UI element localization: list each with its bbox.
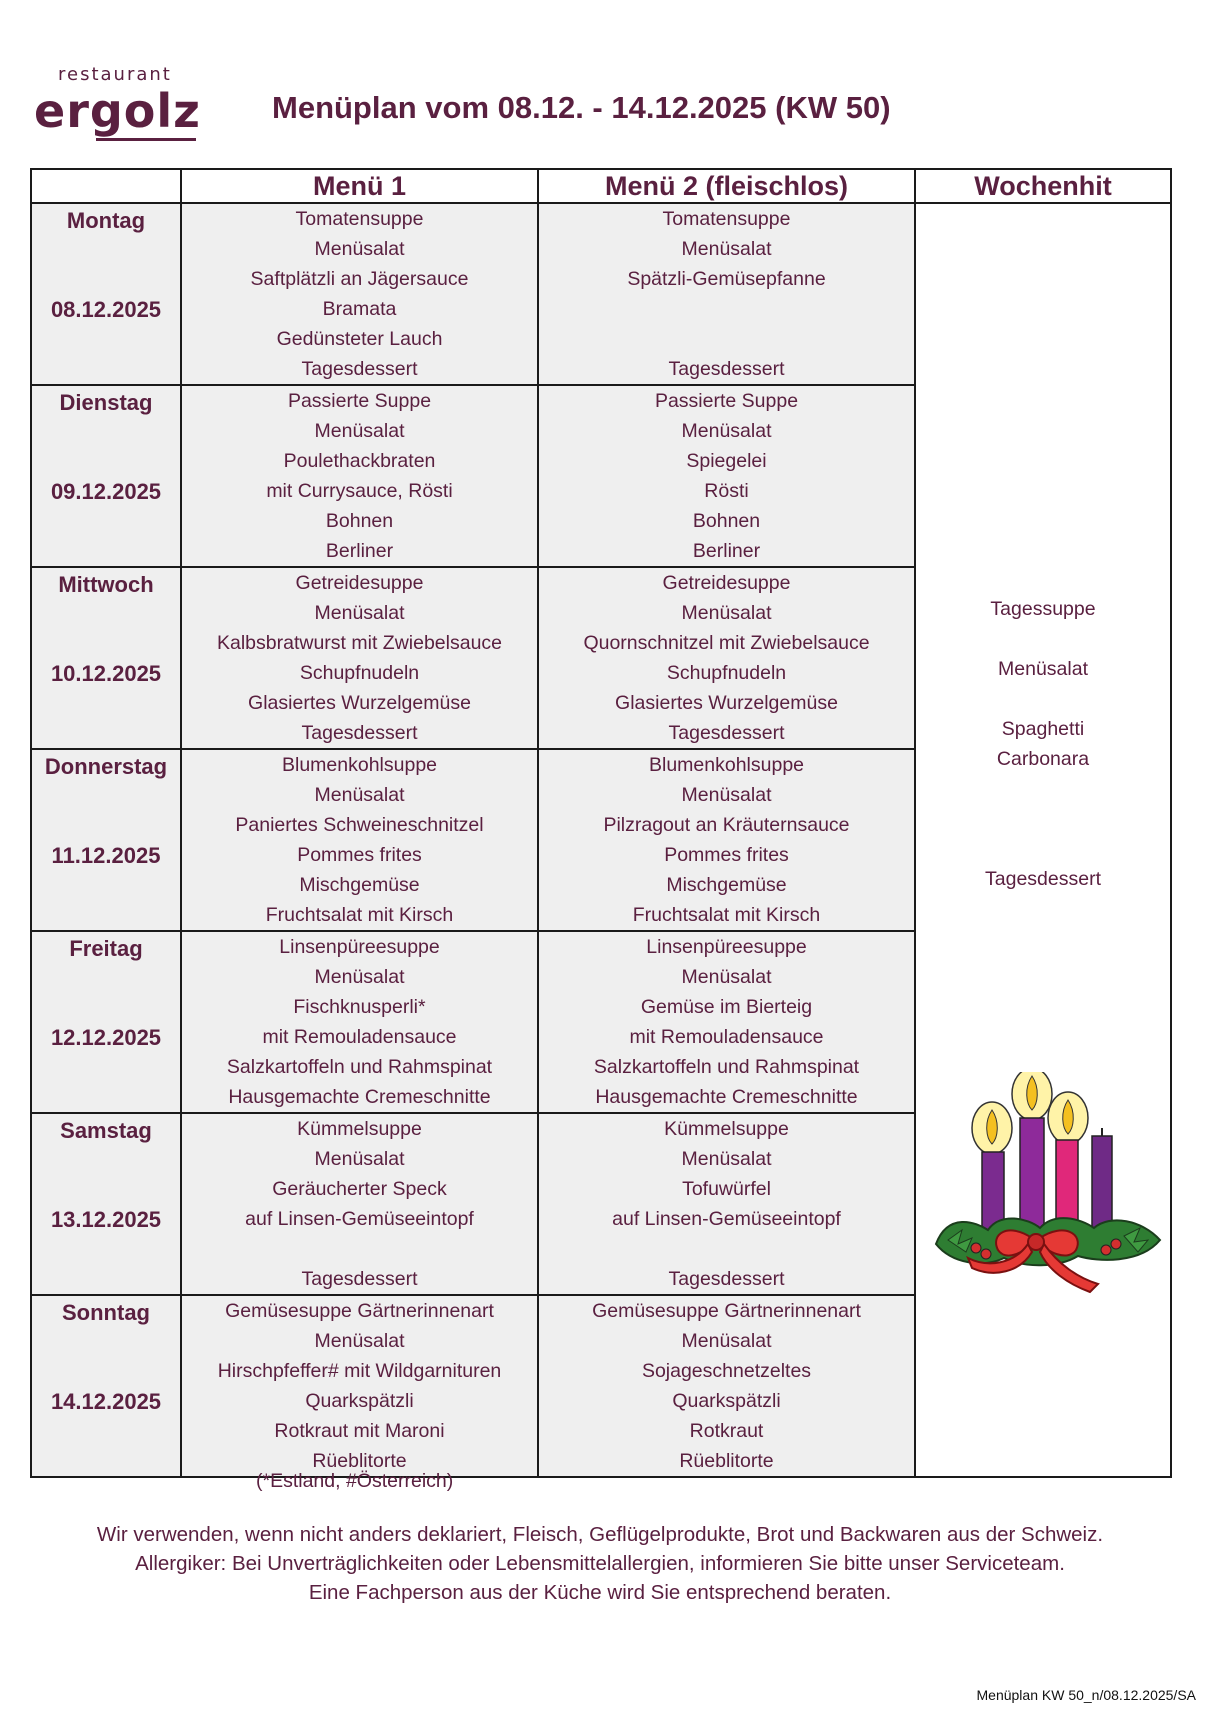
menu2-item: Tofuwürfel	[682, 1178, 771, 1200]
menu1-item: Poulethackbraten	[283, 450, 436, 472]
menu1-item: Hirschpfeffer# mit Wildgarnituren	[217, 1360, 502, 1382]
menu2-item: mit Remouladensauce	[629, 1026, 824, 1048]
restaurant-logo	[34, 62, 204, 152]
wochenhit-main-line2: Carbonara	[996, 748, 1090, 770]
menu1-cell	[181, 749, 538, 931]
day-name: Montag	[66, 208, 146, 233]
menu1-item: Salzkartoffeln und Rahmspinat	[226, 1056, 493, 1078]
menu1-cell	[181, 385, 538, 567]
header-wochenhit: Wochenhit	[915, 169, 1171, 203]
menu2-item: Kümmelsuppe	[664, 1118, 789, 1140]
menu1-item	[182, 1234, 537, 1264]
menu1-item: Fruchtsalat mit Kirsch	[265, 904, 454, 926]
wochenhit-soup: Tagessuppe	[990, 598, 1096, 620]
menu1-item: Berliner	[325, 540, 394, 562]
menu1-item: Menüsalat	[314, 1148, 405, 1170]
menu2-cell	[538, 567, 915, 749]
day-cell	[31, 931, 181, 1113]
day-date: 10.12.2025	[50, 661, 162, 686]
menu2-item: Pilzragout an Kräuternsauce	[603, 814, 850, 836]
day-date: 08.12.2025	[50, 297, 162, 322]
menu2-item: Glasiertes Wurzelgemüse	[615, 692, 838, 714]
menu1-item: mit Remouladensauce	[262, 1026, 457, 1048]
menu2-item: Tagesdessert	[668, 1268, 785, 1290]
menu1-item: Tomatensuppe	[295, 208, 424, 230]
menu1-item: Blumenkohlsuppe	[281, 754, 438, 776]
day-name: Freitag	[69, 936, 143, 961]
day-date: 14.12.2025	[50, 1389, 162, 1414]
menu1-cell	[181, 1113, 538, 1295]
menu2-item: Rüeblitorte	[679, 1450, 774, 1472]
menu2-item: Schupfnudeln	[666, 662, 787, 684]
menu2-item: Tomatensuppe	[662, 208, 791, 230]
menu1-item: Rotkraut mit Maroni	[274, 1420, 445, 1442]
menu1-item: Schupfnudeln	[299, 662, 420, 684]
day-name: Mittwoch	[58, 572, 154, 597]
day-date: 11.12.2025	[51, 843, 161, 868]
menu2-item: Salzkartoffeln und Rahmspinat	[593, 1056, 860, 1078]
menu1-item: Bramata	[322, 298, 397, 320]
menu2-item: Blumenkohlsuppe	[648, 754, 805, 776]
menu2-item: Quarkspätzli	[672, 1390, 781, 1412]
menu2-item: Spiegelei	[686, 450, 767, 472]
menu1-item: Linsenpüreesuppe	[279, 936, 440, 958]
day-name: Sonntag	[62, 1300, 150, 1325]
menu1-item: Tagesdessert	[301, 722, 418, 744]
menu2-item: Rösti	[704, 480, 749, 502]
menu1-cell	[181, 1295, 538, 1477]
menu2-item	[539, 294, 914, 324]
menu2-item: Rotkraut	[689, 1420, 764, 1442]
menu2-item: Menüsalat	[681, 1330, 772, 1352]
menu1-item: Hausgemachte Cremeschnitte	[228, 1086, 491, 1108]
menu1-item: Geräucherter Speck	[272, 1178, 447, 1200]
menu2-item: Getreidesuppe	[662, 572, 791, 594]
menu1-item: Getreidesuppe	[295, 572, 424, 594]
info-line-advice: Eine Fachperson aus der Küche wird Sie entsprechend beraten.	[308, 1581, 892, 1604]
day-cell	[31, 567, 181, 749]
menu2-item: Menüsalat	[681, 1148, 772, 1170]
page-title: Menüplan vom 08.12. - 14.12.2025 (KW 50)	[272, 90, 891, 125]
menu1-item: Gedünsteter Lauch	[276, 328, 443, 350]
menu1-item: Mischgemüse	[299, 874, 420, 896]
menu1-item: Quarkspätzli	[305, 1390, 414, 1412]
menu2-item: Passierte Suppe	[654, 390, 799, 412]
menu1-item: Tagesdessert	[301, 1268, 418, 1290]
menu1-item: Gemüsesuppe Gärtnerinnenart	[225, 1300, 494, 1322]
header-day	[31, 169, 181, 203]
menu2-item: Menüsalat	[681, 602, 772, 624]
menu1-item: auf Linsen-Gemüseeintopf	[245, 1208, 474, 1230]
menu2-item: Linsenpüreesuppe	[646, 936, 807, 958]
day-cell	[31, 1295, 181, 1477]
menu2-cell	[538, 931, 915, 1113]
menu2-item: Mischgemüse	[666, 874, 787, 896]
menu2-item: Quornschnitzel mit Zwiebelsauce	[583, 632, 870, 654]
menu2-item: Menüsalat	[681, 966, 772, 988]
menu2-item: Pommes frites	[664, 844, 789, 866]
menu1-item: Pommes frites	[297, 844, 422, 866]
wochenhit-main-line1: Spaghetti	[1001, 718, 1085, 740]
menu2-cell	[538, 203, 915, 385]
menu2-item: Menüsalat	[681, 238, 772, 260]
day-name: Dienstag	[59, 390, 153, 415]
footnote: (*Estland, #Österreich)	[256, 1470, 454, 1492]
header-menu1: Menü 1	[181, 169, 538, 203]
menu1-item: Passierte Suppe	[287, 390, 432, 412]
menu1-item: Fischknusperli*	[293, 996, 426, 1018]
info-line-origin: Wir verwenden, wenn nicht anders deklariert, Fleisch, Geflügelprodukte, Brot und Backwaren aus der Schweiz.	[96, 1523, 1104, 1546]
menu2-item: auf Linsen-Gemüseeintopf	[612, 1208, 841, 1230]
menu1-item: Glasiertes Wurzelgemüse	[248, 692, 471, 714]
info-line-allergy: Allergiker: Bei Unverträglichkeiten oder Lebensmittelallergien, informieren Sie bitte unser Serviceteam.	[135, 1552, 1065, 1575]
day-date: 09.12.2025	[50, 479, 162, 504]
menu1-item: Tagesdessert	[301, 358, 418, 380]
menu1-item: Menüsalat	[314, 1330, 405, 1352]
menu1-item: Paniertes Schweineschnitzel	[235, 814, 484, 836]
logo-restaurant-text: restaurant	[58, 64, 172, 85]
menu1-item: Bohnen	[325, 510, 394, 532]
menu2-item	[539, 1234, 914, 1264]
logo-ergolz-text: ergolz	[34, 84, 201, 138]
menu2-item: Bohnen	[692, 510, 761, 532]
menu1-item: Saftplätzli an Jägersauce	[250, 268, 469, 290]
menu2-item: Menüsalat	[681, 784, 772, 806]
menu2-item: Tagesdessert	[668, 358, 785, 380]
menu1-item: Rüeblitorte	[312, 1450, 407, 1472]
menu1-item: Menüsalat	[314, 420, 405, 442]
menu1-item: Menüsalat	[314, 784, 405, 806]
logo-underline	[96, 138, 196, 141]
menu2-item: Sojageschnetzeltes	[641, 1360, 812, 1382]
menu2-item: Menüsalat	[681, 420, 772, 442]
menu2-cell	[538, 1295, 915, 1477]
day-date: 13.12.2025	[50, 1207, 162, 1232]
menu2-item: Berliner	[692, 540, 761, 562]
menu2-item: Hausgemachte Cremeschnitte	[595, 1086, 858, 1108]
menu1-cell	[181, 931, 538, 1113]
day-date: 12.12.2025	[50, 1025, 162, 1050]
menu2-item: Spätzli-Gemüsepfanne	[627, 268, 826, 290]
header-menu2: Menü 2 (fleischlos)	[538, 169, 915, 203]
menu2-cell	[538, 749, 915, 931]
advent-wreath-illustration	[928, 1072, 1168, 1302]
day-cell	[31, 749, 181, 931]
day-cell	[31, 203, 181, 385]
menu1-item: Kümmelsuppe	[297, 1118, 422, 1140]
menu1-item: mit Currysauce, Rösti	[266, 480, 453, 502]
menu2-item: Gemüsesuppe Gärtnerinnenart	[592, 1300, 861, 1322]
day-name: Donnerstag	[44, 754, 168, 779]
menu2-item	[539, 324, 914, 354]
menu2-item: Gemüse im Bierteig	[640, 996, 813, 1018]
menu1-item: Menüsalat	[314, 966, 405, 988]
day-cell	[31, 385, 181, 567]
wochenhit-dessert: Tagesdessert	[985, 868, 1101, 890]
table-row	[31, 203, 1171, 385]
table-header-row	[31, 169, 1171, 203]
day-cell	[31, 1113, 181, 1295]
document-stamp: Menüplan KW 50_n/08.12.2025/SA	[976, 1687, 1196, 1703]
day-name: Samstag	[60, 1118, 152, 1143]
menu2-item: Tagesdessert	[668, 722, 785, 744]
menu1-item: Menüsalat	[314, 602, 405, 624]
menu2-cell	[538, 385, 915, 567]
menu1-item: Kalbsbratwurst mit Zwiebelsauce	[216, 632, 503, 654]
menu1-cell	[181, 567, 538, 749]
menu2-item: Fruchtsalat mit Kirsch	[632, 904, 821, 926]
menu2-cell	[538, 1113, 915, 1295]
menu1-cell	[181, 203, 538, 385]
wochenhit-salad: Menüsalat	[998, 658, 1088, 680]
menu1-item: Menüsalat	[314, 238, 405, 260]
